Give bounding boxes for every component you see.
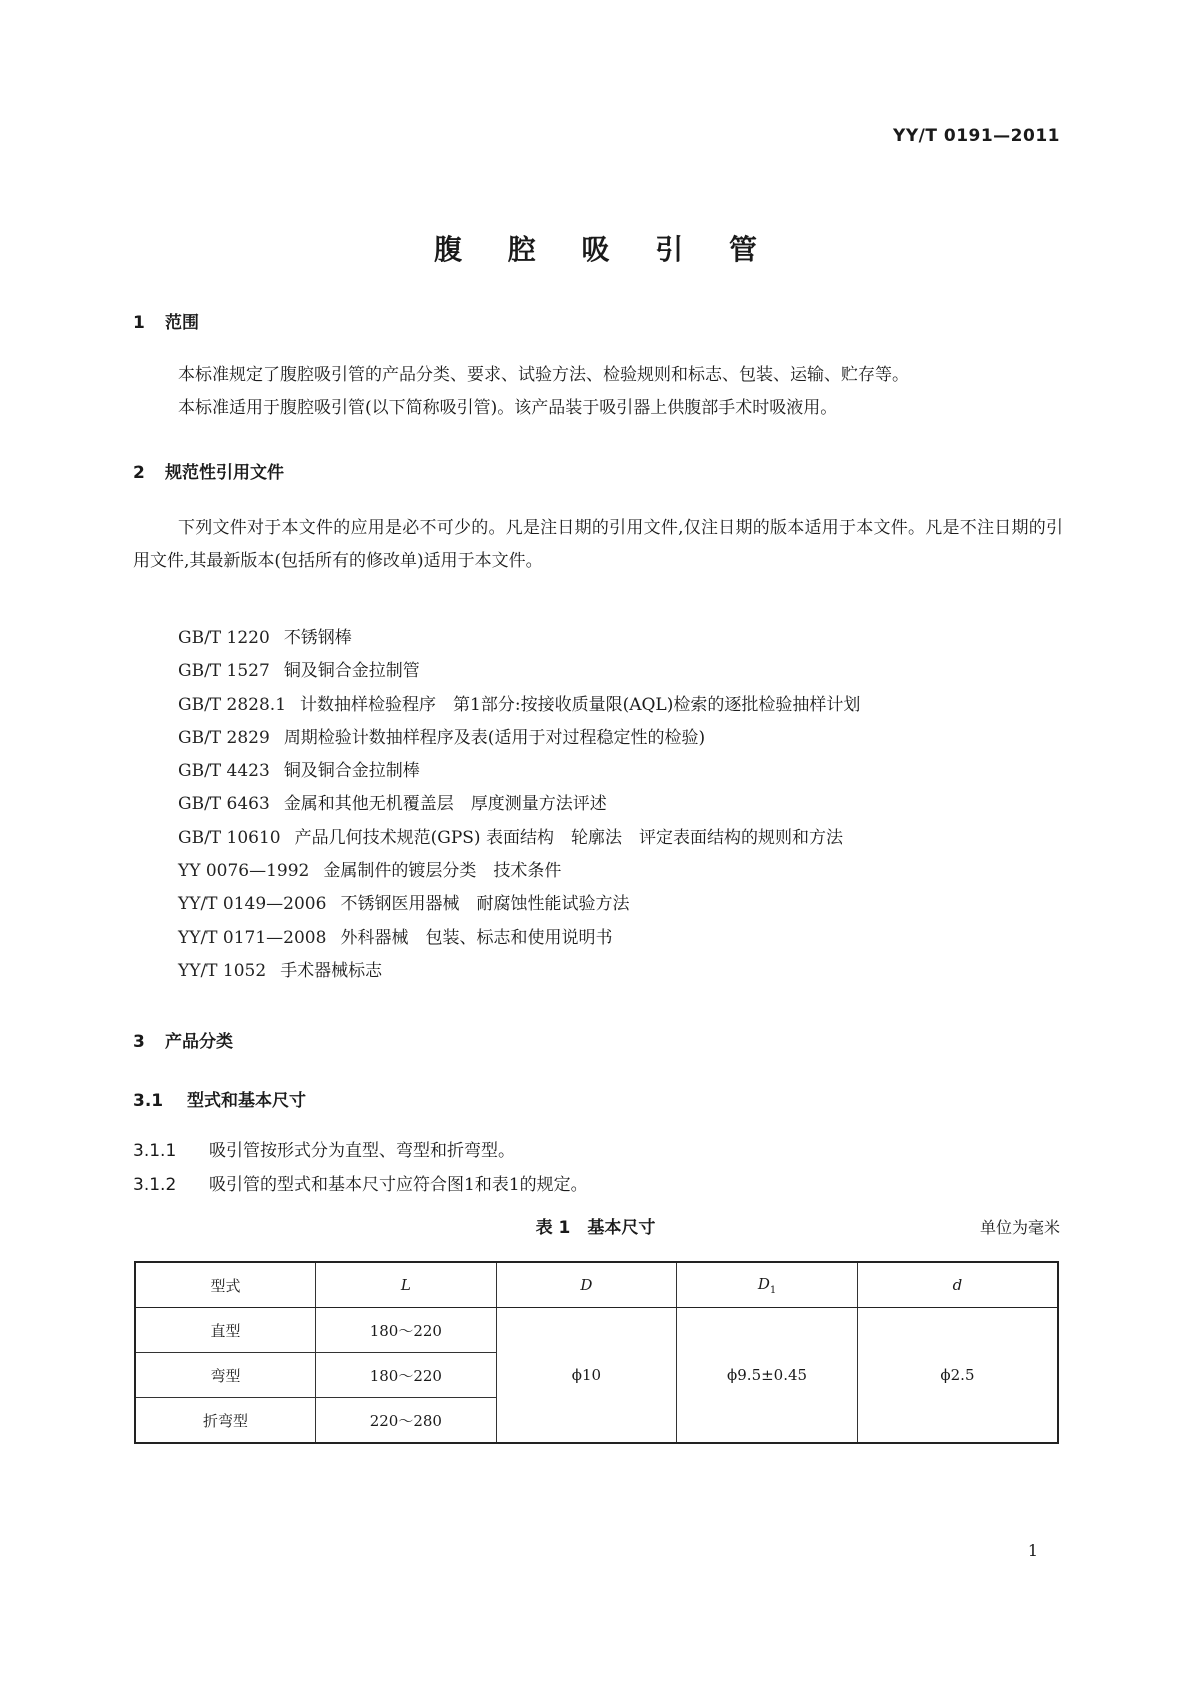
document-code: YY/T 0191—2011 [893,126,1060,146]
clause-number: 3.1.2 [133,1175,177,1195]
section-3-1-heading [133,1086,306,1111]
section-2-heading [133,458,284,483]
section-number: 1 [133,313,145,333]
list-item [178,922,1078,955]
cell-outer-diameter: ϕ10 [496,1308,677,1444]
header-subscript: 1 [769,1284,777,1296]
clause-3-1-2 [133,1170,588,1195]
section-title: 规范性引用文件 [165,463,284,483]
reference-title: 产品几何技术规范(GPS) 表面结构 轮廓法 评定表面结构的规则和方法 [294,827,843,848]
table-caption: 表 1 基本尺寸 [535,1218,656,1238]
reference-code: GB/T 2828.1 [178,694,287,715]
section-number: 3.1 [133,1091,164,1111]
section-1-paragraph-1: 本标准规定了腹腔吸引管的产品分类、要求、试验方法、检验规则和标志、包装、运输、贮存等。 [178,365,909,385]
reference-code: GB/T 6463 [178,794,270,815]
column-header-d1 [677,1262,858,1308]
reference-title: 外科器械 包装、标志和使用说明书 [340,927,613,948]
column-header-outer-diameter: D [496,1262,677,1308]
reference-code: YY 0076—1992 [178,861,310,882]
column-header-length: L [316,1262,497,1308]
list-item [178,955,1078,988]
page-title: 腹 腔 吸 引 管 [434,233,775,266]
header-symbol: D [757,1274,770,1293]
section-number: 2 [133,463,145,483]
cell-length: 180～220 [316,1308,497,1353]
reference-title: 周期检验计数抽样程序及表(适用于对过程稳定性的检验) [283,727,706,748]
section-title: 范围 [165,313,199,333]
section-3-heading [133,1027,233,1052]
reference-code: GB/T 1527 [178,661,270,682]
table-header-row [135,1262,1058,1308]
clause-text: 吸引管的型式和基本尺寸应符合图1和表1的规定。 [209,1175,588,1195]
reference-code: GB/T 10610 [178,827,281,848]
section-title: 产品分类 [165,1032,233,1052]
reference-title: 手术器械标志 [280,960,383,981]
list-item [178,788,1078,821]
list-item [178,655,1078,688]
list-item [178,755,1078,788]
reference-title: 铜及铜合金拉制棒 [283,761,420,782]
list-item [178,855,1078,888]
list-item [178,722,1078,755]
reference-code: YY/T 0149—2006 [178,894,327,915]
cell-d1: ϕ9.5±0.45 [677,1308,858,1444]
column-header-inner-diameter: d [857,1262,1058,1308]
cell-type: 弯型 [135,1353,316,1398]
section-1-paragraph-2: 本标准适用于腹腔吸引管(以下简称吸引管)。该产品装于吸引器上供腹部手术时吸液用。 [178,398,838,418]
cell-type: 直型 [135,1308,316,1353]
list-item [178,822,1078,855]
reference-title: 铜及铜合金拉制管 [283,661,420,682]
cell-length: 180～220 [316,1353,497,1398]
section-2-intro: 下列文件对于本文件的应用是必不可少的。凡是注日期的引用文件,仅注日期的版本适用于本文件。凡是不注日期的引用文件,其最新版本(包括所有的修改单)适用于本文件。 [133,518,1063,571]
reference-code: GB/T 4423 [178,761,270,782]
section-number: 3 [133,1032,145,1052]
reference-code: GB/T 1220 [178,628,270,648]
reference-code: YY/T 1052 [178,960,267,981]
reference-title: 计数抽样检验程序 第1部分:按接收质量限(AQL)检索的逐批检验抽样计划 [300,694,861,715]
table-unit-note: 单位为毫米 [979,1218,1060,1237]
reference-title: 不锈钢棒 [283,628,352,648]
page-number: 1 [1027,1541,1038,1560]
clause-number: 3.1.1 [133,1141,177,1161]
reference-title: 不锈钢医用器械 耐腐蚀性能试验方法 [340,894,630,915]
reference-title: 金属制件的镀层分类 技术条件 [323,861,562,882]
dimensions-table [134,1261,1059,1444]
cell-length: 220～280 [316,1398,497,1444]
table-row [135,1308,1058,1353]
reference-code: GB/T 2829 [178,727,270,748]
reference-title: 金属和其他无机覆盖层 厚度测量方法评述 [283,794,607,815]
list-item [178,888,1078,921]
column-header-type: 型式 [135,1262,316,1308]
cell-inner-diameter: ϕ2.5 [857,1308,1058,1444]
list-item [178,622,1078,655]
reference-code: YY/T 0171—2008 [178,927,327,948]
clause-text: 吸引管按形式分为直型、弯型和折弯型。 [209,1141,515,1161]
normative-reference-list [178,622,1078,988]
section-title: 型式和基本尺寸 [187,1091,306,1111]
cell-type: 折弯型 [135,1398,316,1444]
list-item [178,689,1078,722]
clause-3-1-1 [133,1136,515,1161]
section-1-heading [133,308,199,333]
